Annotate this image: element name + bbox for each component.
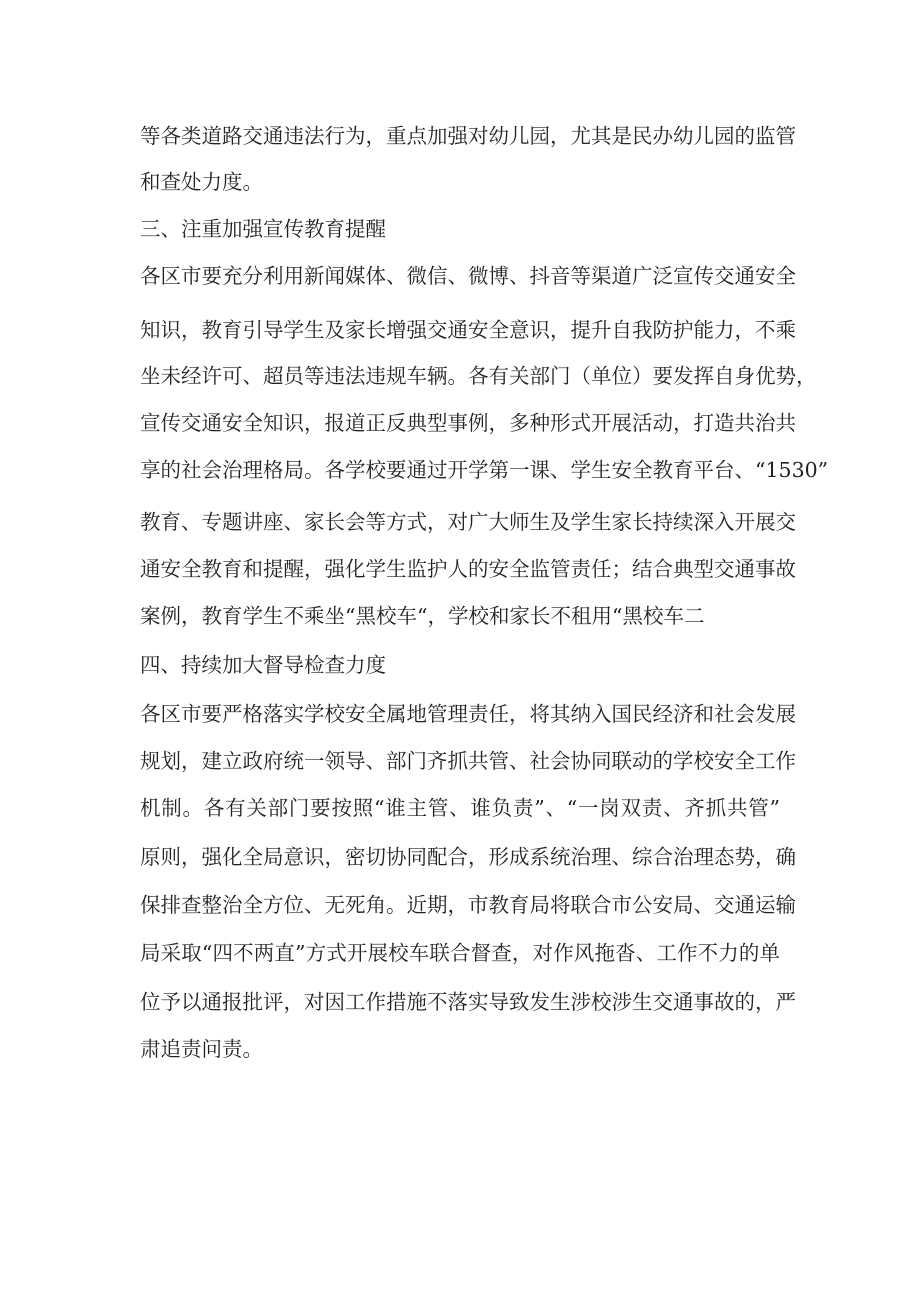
paragraph-line: 和查处力度。 xyxy=(140,170,263,194)
paragraph-line: 坐未经许可、超员等违法违规车辆。各有关部门（单位）要发挥自身优势， xyxy=(140,364,817,388)
paragraph-line: 机制。各有关部门要按照“谁主管、谁负责”、“一岗双责、齐抓共管” xyxy=(140,796,780,820)
section-heading: 三、注重加强宣传教育提醒 xyxy=(140,217,386,241)
paragraph-line: 案例，教育学生不乘坐“黑校车“，学校和家长不租用“黑校车二 xyxy=(140,604,705,628)
section-heading: 四、持续加大督导检查力度 xyxy=(140,653,386,677)
paragraph-line: 宣传交通安全知识，报道正反典型事例，多种形式开展活动，打造共治共 xyxy=(140,411,796,435)
paragraph-line: 原则，强化全局意识，密切协同配合，形成系统治理、综合治理态势，确 xyxy=(140,845,796,869)
paragraph-line: 知识，教育引导学生及家长增强交通安全意识，提升自我防护能力，不乘 xyxy=(140,318,796,342)
paragraph-line: 各区市要充分利用新闻媒体、微信、微博、抖音等渠道广泛宣传交通安全 xyxy=(140,264,796,288)
paragraph-line: 等各类道路交通违法行为，重点加强对幼儿园，尤其是民办幼儿园的监管 xyxy=(140,124,796,148)
paragraph-line: 肃追责问责。 xyxy=(140,1037,263,1061)
paragraph-line: 教育、专题讲座、家长会等方式，对广大师生及学生家长持续深入开展交 xyxy=(140,510,796,534)
paragraph-line: 通安全教育和提醒，强化学生监护人的安全监管责任；结合典型交通事故 xyxy=(140,557,796,581)
paragraph-line: 局采取“四不两直”方式开展校车联合督查，对作风拖沓、工作不力的单 xyxy=(140,941,780,965)
paragraph-line: 位予以通报批评，对因工作措施不落实导致发生涉校涉生交通事故的，严 xyxy=(140,990,796,1014)
paragraph-line: 规划，建立政府统一领导、部门齐抓共管、社会协同联动的学校安全工作 xyxy=(140,749,796,773)
paragraph-line: 享的社会治理格局。各学校要通过开学第一课、学生安全教育平台、“1530” xyxy=(140,458,829,482)
paragraph-line: 各区市要严格落实学校安全属地管理责任，将其纳入国民经济和社会发展 xyxy=(140,702,796,726)
paragraph-line: 保排查整治全方位、无死角。近期，市教育局将联合市公安局、交通运输 xyxy=(140,893,796,917)
